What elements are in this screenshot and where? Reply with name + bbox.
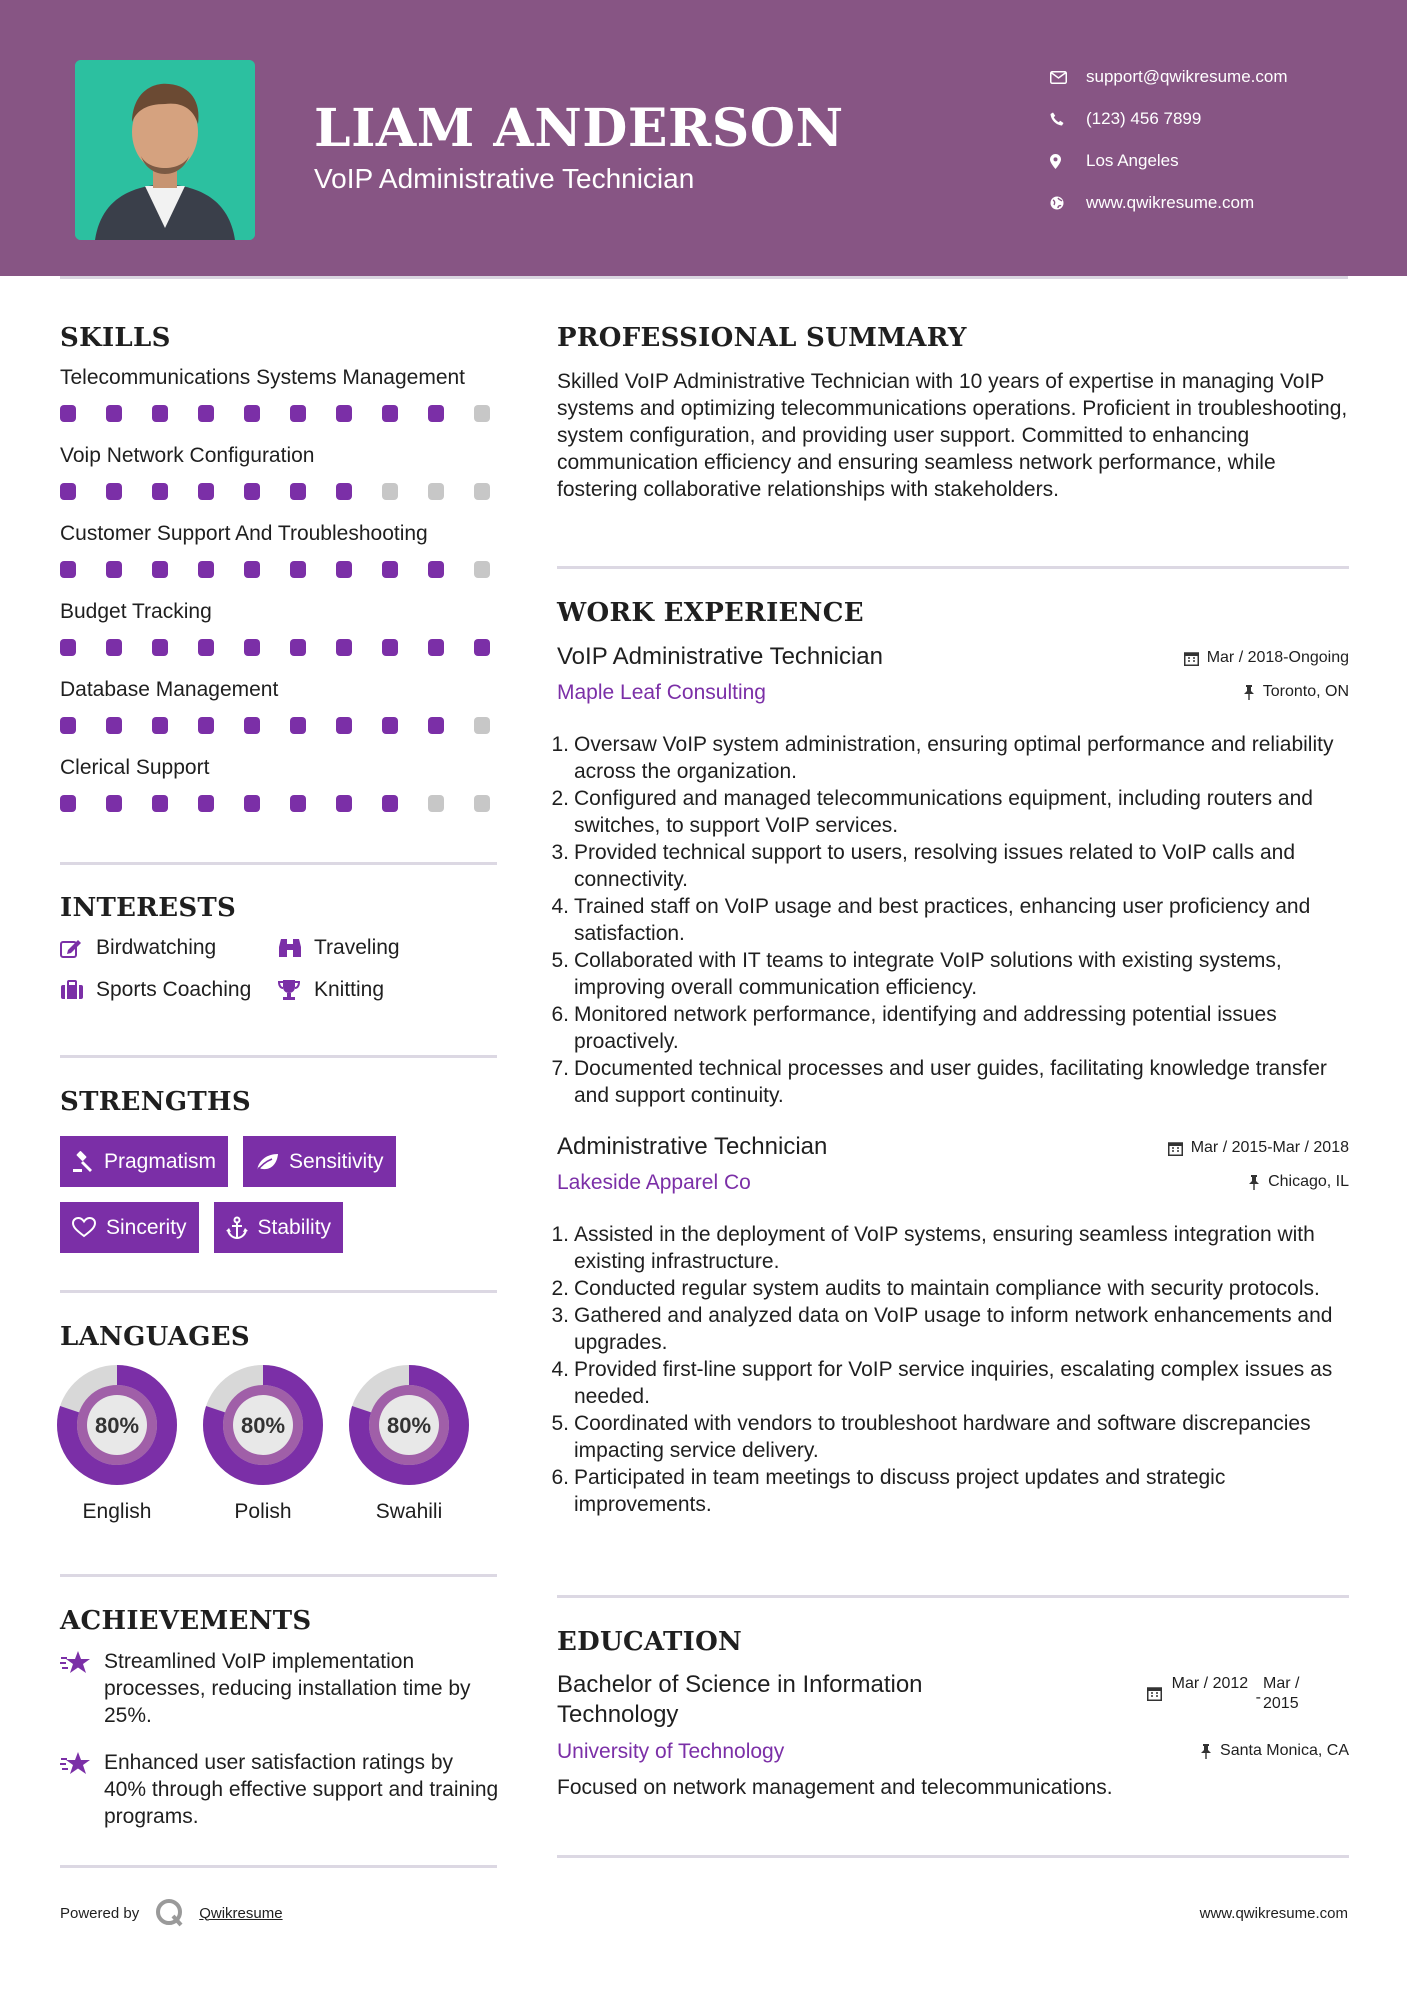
skill-dot-filled bbox=[290, 795, 306, 812]
job-location-text: Toronto, ON bbox=[1262, 683, 1349, 700]
skill-dot-filled bbox=[336, 483, 352, 500]
education-start: Mar / 2012 bbox=[1171, 1675, 1249, 1692]
heart-icon bbox=[72, 1217, 96, 1238]
section-divider bbox=[60, 1574, 497, 1577]
profile-photo bbox=[75, 60, 255, 240]
map-pin-icon bbox=[1050, 154, 1086, 169]
qwikresume-link[interactable]: Qwikresume bbox=[199, 1904, 283, 1922]
strength-chip bbox=[60, 1202, 199, 1253]
skill-dot-filled bbox=[106, 561, 122, 578]
language-progress-ring bbox=[56, 1364, 178, 1486]
skill-name: Telecommunications Systems Management bbox=[60, 366, 466, 389]
globe-icon bbox=[1050, 196, 1086, 210]
interest-label: Knitting bbox=[314, 978, 385, 1001]
strength-chip bbox=[243, 1136, 396, 1187]
skill-dot-filled bbox=[290, 717, 306, 734]
interest-label: Sports Coaching bbox=[96, 978, 252, 1001]
skill-item bbox=[60, 676, 500, 734]
skill-dot-filled bbox=[336, 639, 352, 656]
strengths-list bbox=[60, 1136, 500, 1268]
skill-rating bbox=[60, 561, 500, 578]
binoculars-icon bbox=[278, 937, 314, 959]
resume-header bbox=[0, 0, 1407, 276]
language-progress-ring bbox=[348, 1364, 470, 1486]
skill-dot-filled bbox=[198, 639, 214, 656]
skill-name: Voip Network Configuration bbox=[60, 444, 315, 467]
education-school: University of Technology bbox=[557, 1740, 785, 1763]
language-item bbox=[348, 1364, 470, 1524]
strength-label: Sincerity bbox=[106, 1215, 187, 1239]
skill-dot-empty bbox=[474, 795, 490, 812]
contact-location bbox=[1050, 140, 1288, 182]
contact-email-text: support@qwikresume.com bbox=[1086, 67, 1288, 86]
skill-dot-filled bbox=[152, 561, 168, 578]
job-company: Lakeside Apparel Co bbox=[557, 1171, 751, 1194]
skill-dot-filled bbox=[60, 717, 76, 734]
languages-heading: LANGUAGES bbox=[60, 1322, 250, 1352]
education-dates bbox=[1147, 1674, 1315, 1714]
skill-item bbox=[60, 364, 500, 422]
achievement-item bbox=[60, 1749, 500, 1830]
skills-list bbox=[60, 364, 500, 832]
skill-dot-filled bbox=[198, 561, 214, 578]
job-date bbox=[1168, 1139, 1349, 1157]
skill-dot-empty bbox=[474, 561, 490, 578]
pushpin-icon bbox=[1248, 1175, 1260, 1190]
achievements-list bbox=[60, 1648, 500, 1850]
pushpin-icon bbox=[1243, 685, 1255, 700]
skill-dot-filled bbox=[60, 639, 76, 656]
skill-dot-filled bbox=[152, 795, 168, 812]
skill-dot-filled bbox=[382, 639, 398, 656]
skill-dot-filled bbox=[336, 795, 352, 812]
skill-name: Database Management bbox=[60, 678, 279, 701]
skill-dot-filled bbox=[428, 717, 444, 734]
powered-by-text: Powered by bbox=[60, 1904, 140, 1922]
skill-item bbox=[60, 598, 500, 656]
interests-heading: INTERESTS bbox=[60, 893, 237, 923]
skill-rating bbox=[60, 717, 500, 734]
job-bullet: 3. Provided technical support to users, resolving issues related to VoIP calls and connectivity. bbox=[551, 841, 1296, 891]
anchor-icon bbox=[226, 1216, 248, 1240]
briefcase-icon bbox=[60, 980, 96, 1000]
contact-list bbox=[1050, 56, 1288, 224]
skill-dot-empty bbox=[382, 483, 398, 500]
contact-phone-text: (123) 456 7899 bbox=[1086, 109, 1202, 128]
skill-dot-filled bbox=[428, 405, 444, 422]
skill-dot-filled bbox=[198, 717, 214, 734]
language-progress-ring bbox=[202, 1364, 324, 1486]
pushpin-icon bbox=[1200, 1744, 1212, 1759]
skill-dot-filled bbox=[106, 795, 122, 812]
job-company: Maple Leaf Consulting bbox=[557, 681, 766, 704]
skill-dot-filled bbox=[244, 639, 260, 656]
language-name: Swahili bbox=[375, 1500, 443, 1523]
skill-name: Budget Tracking bbox=[60, 600, 212, 623]
education-end: Mar / 2015 bbox=[1263, 1675, 1300, 1712]
education-location-text: Santa Monica, CA bbox=[1220, 1742, 1349, 1759]
job-bullet: 4. Trained staff on VoIP usage and best practices, enhancing user proficiency and satisfaction. bbox=[551, 895, 1311, 945]
job-title: Administrative Technician bbox=[557, 1133, 828, 1160]
skill-dot-filled bbox=[244, 795, 260, 812]
job-bullet: 3. Gathered and analyzed data on VoIP usage to inform network enhancements and upgrades. bbox=[551, 1304, 1333, 1354]
skill-dot-filled bbox=[336, 561, 352, 578]
strength-chip bbox=[60, 1136, 228, 1187]
languages-list bbox=[56, 1364, 470, 1524]
skill-name: Clerical Support bbox=[60, 756, 210, 779]
section-divider bbox=[60, 1865, 497, 1868]
skill-dot-filled bbox=[290, 483, 306, 500]
skill-dot-filled bbox=[244, 405, 260, 422]
skill-rating bbox=[60, 405, 500, 422]
skill-dot-filled bbox=[290, 405, 306, 422]
summary-text: Skilled VoIP Administrative Technician with 10 years of expertise in managing VoIP systems and optimizing telecommunications operations. Proficient in troubleshooting, system configuration, and providing user support. Committed to enhancing communication efficiency and ensuring seamless network performance, while fostering collaborative relationships with stakeholders. bbox=[557, 370, 1348, 501]
skill-dot-filled bbox=[382, 717, 398, 734]
job-bullet: 4. Provided first-line support for VoIP service inquiries, escalating complex issues as needed. bbox=[551, 1358, 1333, 1408]
strength-label: Sensitivity bbox=[289, 1149, 384, 1173]
job-entry bbox=[551, 1133, 1349, 1518]
envelope-icon bbox=[1050, 71, 1086, 84]
skill-dot-filled bbox=[152, 717, 168, 734]
job-bullet: 1. Oversaw VoIP system administration, ensuring optimal performance and reliability across the organization. bbox=[551, 733, 1334, 783]
language-percent: 80% bbox=[94, 1413, 140, 1438]
section-divider bbox=[557, 1595, 1349, 1598]
job-bullets bbox=[551, 731, 1349, 1109]
footer-powered-by bbox=[60, 1898, 283, 1928]
skill-dot-filled bbox=[60, 405, 76, 422]
header-divider bbox=[60, 276, 1348, 279]
contact-location-text: Los Angeles bbox=[1086, 151, 1179, 170]
interest-label: Birdwatching bbox=[96, 936, 217, 959]
achievement-item bbox=[60, 1648, 500, 1729]
interest-item bbox=[278, 936, 498, 960]
skill-dot-empty bbox=[474, 405, 490, 422]
skills-heading: SKILLS bbox=[60, 323, 171, 353]
skill-dot-filled bbox=[198, 795, 214, 812]
job-date-text: Mar / 2018-Ongoing bbox=[1206, 649, 1349, 666]
achievements-heading: ACHIEVEMENTS bbox=[60, 1606, 312, 1636]
skill-dot-filled bbox=[382, 561, 398, 578]
contact-phone[interactable] bbox=[1050, 98, 1288, 140]
language-name: Polish bbox=[234, 1500, 292, 1523]
section-divider bbox=[60, 1290, 497, 1293]
candidate-name: LIAM ANDERSON bbox=[314, 98, 844, 159]
contact-website[interactable] bbox=[1050, 182, 1288, 224]
skill-dot-filled bbox=[290, 561, 306, 578]
skill-dot-filled bbox=[244, 561, 260, 578]
skill-dot-filled bbox=[198, 483, 214, 500]
skill-rating bbox=[60, 639, 500, 656]
gavel-icon bbox=[72, 1151, 94, 1173]
skill-dot-filled bbox=[336, 717, 352, 734]
skill-dot-filled bbox=[428, 561, 444, 578]
skill-dot-empty bbox=[428, 483, 444, 500]
language-name: English bbox=[82, 1500, 152, 1523]
language-percent: 80% bbox=[386, 1413, 432, 1438]
education-description: Focused on network management and telecommunications. bbox=[557, 1776, 1113, 1799]
interest-item bbox=[60, 978, 278, 1002]
skill-dot-filled bbox=[382, 795, 398, 812]
skill-dot-empty bbox=[474, 483, 490, 500]
contact-email[interactable] bbox=[1050, 56, 1288, 98]
education-location bbox=[1200, 1742, 1349, 1760]
job-entry bbox=[551, 643, 1349, 1109]
skill-dot-filled bbox=[244, 483, 260, 500]
job-title: VoIP Administrative Technician bbox=[557, 643, 883, 670]
calendar-icon bbox=[1147, 1674, 1162, 1714]
interest-item bbox=[60, 936, 278, 960]
job-location bbox=[1248, 1173, 1349, 1191]
skill-dot-filled bbox=[244, 717, 260, 734]
skill-dot-filled bbox=[106, 717, 122, 734]
job-bullets bbox=[551, 1221, 1349, 1518]
job-date bbox=[1184, 649, 1349, 667]
skill-name: Customer Support And Troubleshooting bbox=[60, 522, 428, 545]
skill-dot-filled bbox=[290, 639, 306, 656]
person-portrait-icon bbox=[75, 60, 255, 240]
language-percent: 80% bbox=[240, 1413, 286, 1438]
skill-item bbox=[60, 520, 500, 578]
job-bullet: 6. Monitored network performance, identifying and addressing potential issues proactively. bbox=[551, 1003, 1277, 1053]
summary-heading: PROFESSIONAL SUMMARY bbox=[557, 323, 967, 353]
strengths-heading: STRENGTHS bbox=[60, 1087, 251, 1117]
education-heading: EDUCATION bbox=[557, 1627, 743, 1657]
skill-dot-filled bbox=[60, 483, 76, 500]
edit-icon bbox=[60, 938, 96, 958]
skill-dot-filled bbox=[60, 795, 76, 812]
phone-icon bbox=[1050, 112, 1086, 126]
education-date-separator: - bbox=[1255, 1689, 1261, 1706]
skill-dot-filled bbox=[428, 639, 444, 656]
candidate-title: VoIP Administrative Technician bbox=[314, 163, 695, 194]
section-divider bbox=[60, 862, 497, 865]
achievement-text: Enhanced user satisfaction ratings by 40% through effective support and training programs. bbox=[104, 1751, 499, 1828]
experience-heading: WORK EXPERIENCE bbox=[557, 598, 864, 628]
strength-label: Stability bbox=[257, 1215, 332, 1239]
skill-dot-filled bbox=[152, 405, 168, 422]
skill-dot-filled bbox=[336, 405, 352, 422]
skill-dot-filled bbox=[60, 561, 76, 578]
skill-dot-empty bbox=[474, 717, 490, 734]
job-location-text: Chicago, IL bbox=[1268, 1173, 1349, 1190]
star-award-icon bbox=[60, 1648, 104, 1729]
job-bullet: 5. Coordinated with vendors to troubleshoot hardware and software discrepancies impacting service delivery. bbox=[551, 1412, 1311, 1462]
leaf-icon bbox=[255, 1152, 279, 1172]
skill-dot-filled bbox=[106, 639, 122, 656]
interest-label: Traveling bbox=[314, 936, 400, 959]
section-divider bbox=[60, 1055, 497, 1058]
skill-dot-filled bbox=[106, 483, 122, 500]
job-location bbox=[1243, 683, 1349, 701]
strength-label: Pragmatism bbox=[104, 1149, 217, 1173]
skill-dot-filled bbox=[106, 405, 122, 422]
interests-list bbox=[60, 936, 500, 1002]
interest-item bbox=[278, 978, 498, 1002]
qwikresume-logo-icon bbox=[155, 1898, 185, 1928]
job-bullet: 2. Conducted regular system audits to maintain compliance with security protocols. bbox=[551, 1277, 1320, 1300]
calendar-icon bbox=[1168, 1141, 1183, 1156]
achievement-text: Streamlined VoIP implementation processes, reducing installation time by 25%. bbox=[104, 1650, 471, 1727]
skill-dot-filled bbox=[382, 405, 398, 422]
job-bullet: 7. Documented technical processes and user guides, facilitating knowledge transfer and support continuity. bbox=[551, 1057, 1327, 1107]
skill-dot-empty bbox=[428, 795, 444, 812]
calendar-icon bbox=[1184, 651, 1199, 666]
skill-dot-filled bbox=[152, 483, 168, 500]
star-award-icon bbox=[60, 1749, 104, 1830]
skill-rating bbox=[60, 795, 500, 812]
strength-chip bbox=[214, 1202, 344, 1253]
section-divider bbox=[557, 1855, 1349, 1858]
footer-url[interactable]: www.qwikresume.com bbox=[1199, 1905, 1348, 1922]
job-bullet: 5. Collaborated with IT teams to integrate VoIP solutions with existing systems, improving overall communication efficiency. bbox=[551, 949, 1282, 999]
skill-item bbox=[60, 442, 500, 500]
contact-website-text: www.qwikresume.com bbox=[1086, 193, 1255, 212]
skill-rating bbox=[60, 483, 500, 500]
skill-dot-filled bbox=[198, 405, 214, 422]
skill-dot-filled bbox=[474, 639, 490, 656]
job-bullet: 1. Assisted in the deployment of VoIP systems, ensuring seamless integration with existing infrastructure. bbox=[551, 1223, 1315, 1273]
trophy-icon bbox=[278, 979, 314, 1001]
skill-dot-filled bbox=[152, 639, 168, 656]
language-item bbox=[202, 1364, 324, 1524]
job-date-text: Mar / 2015-Mar / 2018 bbox=[1190, 1139, 1349, 1156]
skill-item bbox=[60, 754, 500, 812]
job-bullet: 6. Participated in team meetings to discuss project updates and strategic improvements. bbox=[551, 1466, 1226, 1516]
education-degree: Bachelor of Science in Information Technology bbox=[557, 1671, 923, 1728]
language-item bbox=[56, 1364, 178, 1524]
job-bullet: 2. Configured and managed telecommunications equipment, including routers and switches, to support VoIP services. bbox=[551, 787, 1313, 837]
section-divider bbox=[557, 566, 1349, 569]
